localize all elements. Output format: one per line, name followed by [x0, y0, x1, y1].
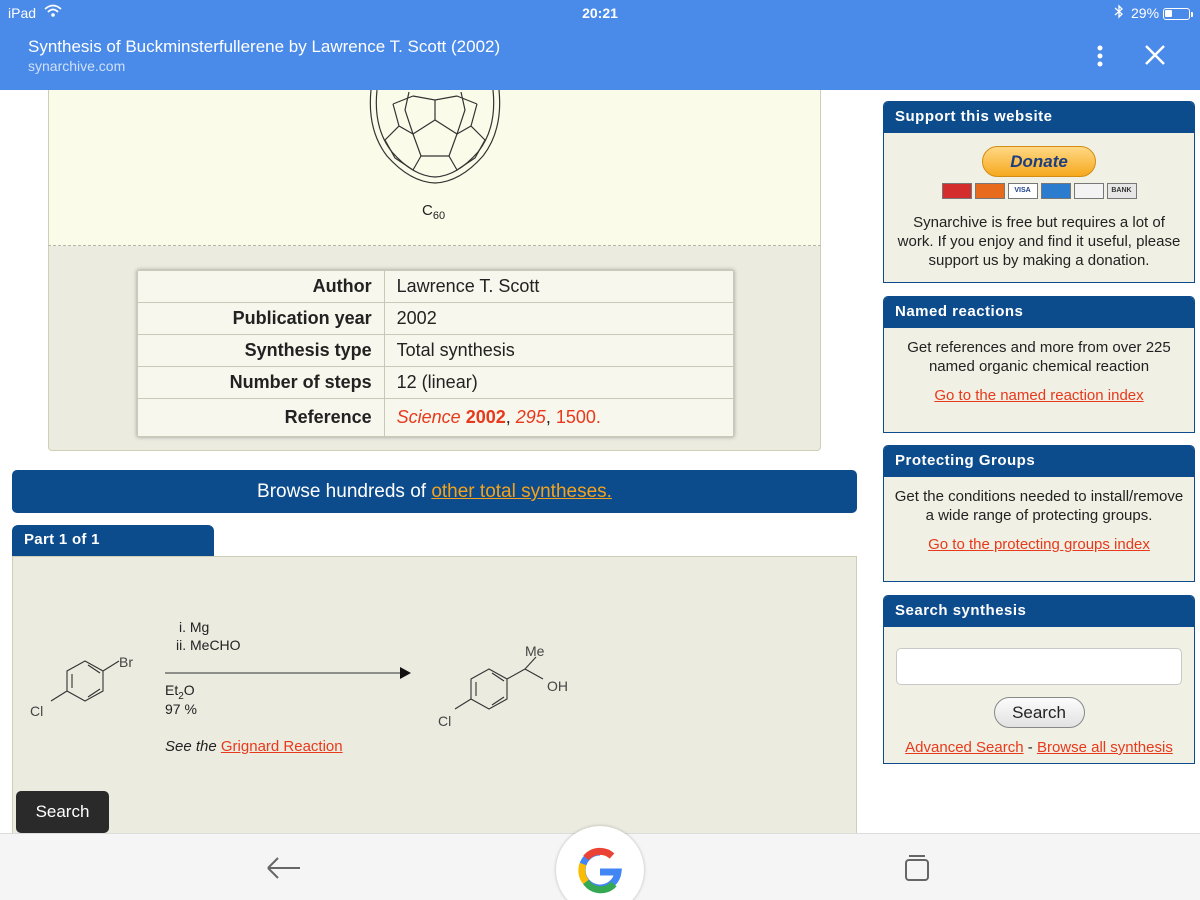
grignard-reaction-link[interactable]: Grignard Reaction [220, 738, 343, 755]
more-menu-icon[interactable] [1088, 42, 1112, 70]
reference-year: 2002 [465, 407, 506, 427]
named-reactions-title: Named reactions [884, 297, 1194, 328]
info-value: 12 (linear) [384, 367, 733, 399]
protecting-groups-text: Get the conditions needed to install/remove a wide range of protecting groups. [894, 488, 1184, 524]
advanced-search-link[interactable]: Advanced Search [905, 739, 1024, 756]
bluetooth-icon [1114, 4, 1124, 22]
device-name: iPad [8, 5, 37, 21]
browse-all-synthesis-link[interactable]: Browse all synthesis [1036, 739, 1173, 756]
hydroxyl-label: OH [547, 678, 568, 694]
support-text: Synarchive is free but requires a lot of work. If you enjoy and find it useful, please support us by making a donation. [897, 214, 1181, 269]
reference-journal: Science [396, 407, 461, 427]
methyl-label: Me [525, 643, 545, 659]
page-url: synarchive.com [28, 58, 126, 74]
part-tab: Part 1 of 1 [12, 525, 214, 556]
molecule-label: $C_{60}$ [422, 202, 446, 222]
named-reaction-index-link[interactable]: Go to the named reaction index [934, 387, 1144, 404]
info-key: Reference [138, 399, 385, 437]
close-icon[interactable] [1140, 40, 1170, 70]
fullerene-structure-image [365, 90, 505, 190]
table-row [138, 335, 734, 367]
status-bar [0, 4, 1200, 22]
bromo-label: Br [119, 654, 133, 670]
clock: 20:21 [582, 5, 618, 21]
discover-card-icon [1074, 183, 1104, 199]
mastercard-icon [975, 183, 1005, 199]
back-arrow-icon[interactable] [264, 852, 304, 884]
protecting-groups-box [883, 445, 1195, 582]
synthesis-info-panel [48, 246, 821, 451]
see-also-text: See the Grignard Reaction [165, 738, 343, 755]
search-synthesis-box [883, 595, 1195, 764]
search-button[interactable]: Search [994, 697, 1085, 728]
chloro-label: Cl [438, 713, 452, 729]
support-box [883, 101, 1195, 283]
named-reactions-text: Get references and more from over 225 named organic chemical reaction [907, 339, 1171, 375]
info-key: Publication year [138, 303, 385, 335]
protecting-groups-title: Protecting Groups [884, 446, 1194, 477]
protecting-groups-index-link[interactable]: Go to the protecting groups index [928, 536, 1150, 553]
molecule-panel [48, 90, 821, 246]
table-row [138, 399, 734, 437]
reaction-scheme-panel [12, 556, 857, 836]
bottom-navigation [0, 833, 1200, 900]
search-tooltip: Search [16, 791, 109, 833]
link-separator: - [1027, 739, 1033, 756]
synthesis-info-table [137, 270, 734, 437]
info-value: 2002 [384, 303, 733, 335]
google-icon[interactable] [556, 826, 644, 900]
reagent-2: ii. MeCHO [176, 637, 241, 653]
amex-card-icon [1041, 183, 1071, 199]
info-key: Synthesis type [138, 335, 385, 367]
info-value: Total synthesis [384, 335, 733, 367]
search-input[interactable] [896, 648, 1182, 685]
reaction-scheme-image [13, 557, 858, 837]
reference-link[interactable]: Science 2002, 295, 1500. [384, 399, 733, 437]
battery-fill [1165, 10, 1172, 17]
solvent: $Et_2O$ [165, 682, 195, 702]
maestro-card-icon [942, 183, 972, 199]
yield: 97 % [165, 701, 197, 717]
visa-card-icon: VISA [1008, 183, 1038, 199]
reagent-1: i. Mg [179, 619, 210, 635]
browse-prefix: Browse hundreds of [257, 481, 427, 502]
table-row [138, 367, 734, 399]
payment-cards [884, 183, 1194, 199]
tabs-overview-icon[interactable] [900, 852, 934, 884]
bank-card-icon: BANK [1107, 183, 1137, 199]
browse-syntheses-banner [12, 470, 857, 513]
browser-header [0, 0, 1200, 90]
reference-page: 1500. [555, 407, 601, 427]
page-title: Synthesis of Buckminsterfullerene by Lawrence T. Scott (2002) [28, 37, 501, 56]
info-key: Number of steps [138, 367, 385, 399]
reference-volume: 295 [515, 407, 546, 427]
battery-icon [1163, 8, 1190, 20]
chloro-label: Cl [30, 703, 44, 719]
support-title: Support this website [884, 102, 1194, 133]
table-row [138, 303, 734, 335]
named-reactions-box [883, 296, 1195, 433]
info-key: Author [138, 271, 385, 303]
other-syntheses-link[interactable]: other total syntheses. [431, 481, 612, 502]
battery-percent: 29% [1131, 5, 1160, 21]
donate-button[interactable]: Donate [982, 146, 1096, 177]
table-row [138, 271, 734, 303]
info-value: Lawrence T. Scott [384, 271, 733, 303]
search-synthesis-title: Search synthesis [884, 596, 1194, 627]
